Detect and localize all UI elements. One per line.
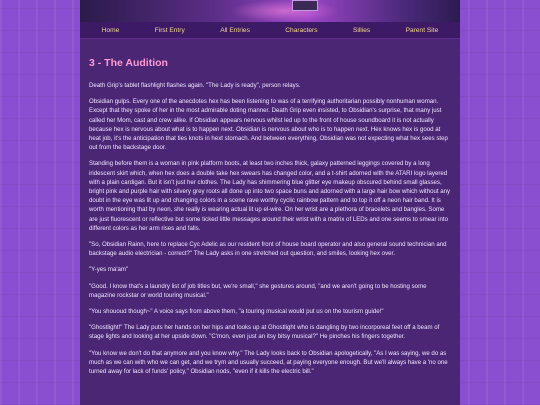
story-paragraph: Standing before them is a woman in pink platform boots, at least two inches thick, galaxy patterned leggings covered by a long iridescent skirt which, when hex does a double take hex swears has changed color, and a t-shirt adorned with the ATARI logo layered with a plain cardigan. But it isn't just her clothes. The Lady has shimmering blue glitter eye makeup obscured behind small glasses, bright pink and purple hair with silvery grey roots all done up into two space buns and adorned with a large hair bow which without any doubt in the eye was lit up and changing colors in a scene rave worthy cyclic rainbow pattern and to top it off a neon hair band. It is worth mentioning that by neon, she really is wearing actual lit up el-wire. On her wrist are a plethora of bracelets and bangles. Some are just fluorescent or reflective but some ticked little messages around their wrist with a matrix of LEDs and one seems to smear into different colors as her arm rises and falls. xyxy=(89,160,451,232)
header-banner-image xyxy=(80,0,460,22)
story-paragraph: "You know we don't do that anymore and you know why." The Lady looks back to Obsidian apologetically, "As I was saying, we do as much as we can with who we can get, and we trym and usually succeed, at paying everyone enough. But we'll always have a 'no one turned away for lack of funds' policy," Obsidian nods, "even if it kills the electric bill." xyxy=(89,349,448,376)
chapter-title: 3 - The Audition xyxy=(89,57,168,69)
page-column xyxy=(80,0,460,405)
banner-sign-graphic xyxy=(292,0,318,11)
nav-parent-site-link[interactable]: Parent Site xyxy=(405,26,439,34)
main-nav xyxy=(80,22,460,39)
story-paragraph: "You shououd though~" A voice says from above them, "a touring musical would put us on the tourism guide!" xyxy=(89,308,384,316)
nav-sillies-link[interactable]: Sillies xyxy=(352,26,371,34)
story-paragraph: "So, Obsidian Rainn, here to replace Cyc Adelic as our resident front of house board operator and also general sound technician and backstage audio electrician - correct?" The Lady asks in one stretched out question, and smiles, looking hex over. xyxy=(89,241,447,258)
story-paragraph: Death Grip's tablet flashlight flashes again. "The Lady is ready", person relays. xyxy=(89,82,301,89)
nav-home-link[interactable]: Home xyxy=(101,26,120,34)
story-paragraph: "Ghostlight!" The Lady puts her hands on her hips and looks up at Ghostlight who is dangling by two incorporeal feet off a beam of stage lights and looking at her upside down. "C'mon, even just an itsy bitsy musical?" He pinches his fingers together. xyxy=(89,324,440,341)
entry-content xyxy=(80,39,460,405)
nav-characters-link[interactable]: Characters xyxy=(285,26,318,34)
nav-first-entry-link[interactable]: First Entry xyxy=(154,26,185,34)
nav-all-entries-link[interactable]: All Entries xyxy=(220,26,250,34)
story-paragraph: Obsidian gulps. Every one of the anecdotes hex has been listening to was of a terrifying authoritarian possibly nonhuman woman. Except that they spoke of her in the most admirable doting manner. Death Grip even insisted, to Obsidian's surprise, that many just called her Mom, cast and crew alike. If Obsidian appears nervous whilst led up to the front of house soundboard it is not actually because hex is nervous about what is to happen next. Obsidian is nervous about who is to happen next. Hex knows hex is good at heat job, it's the anticipation that ties knots in hext stomach. And between everything, Obsidian was not expecting what hex sees step out from the backstage door. xyxy=(89,98,448,152)
banner-glow xyxy=(230,0,340,22)
story-paragraph: "Y-yes ma'am" xyxy=(89,266,129,274)
story-paragraph: "Good. I know that's a laundry list of job titles but, we're small," she gestures around, "and we aren't going to be hosting some magazine rockstar or world touring musical." xyxy=(89,282,427,299)
